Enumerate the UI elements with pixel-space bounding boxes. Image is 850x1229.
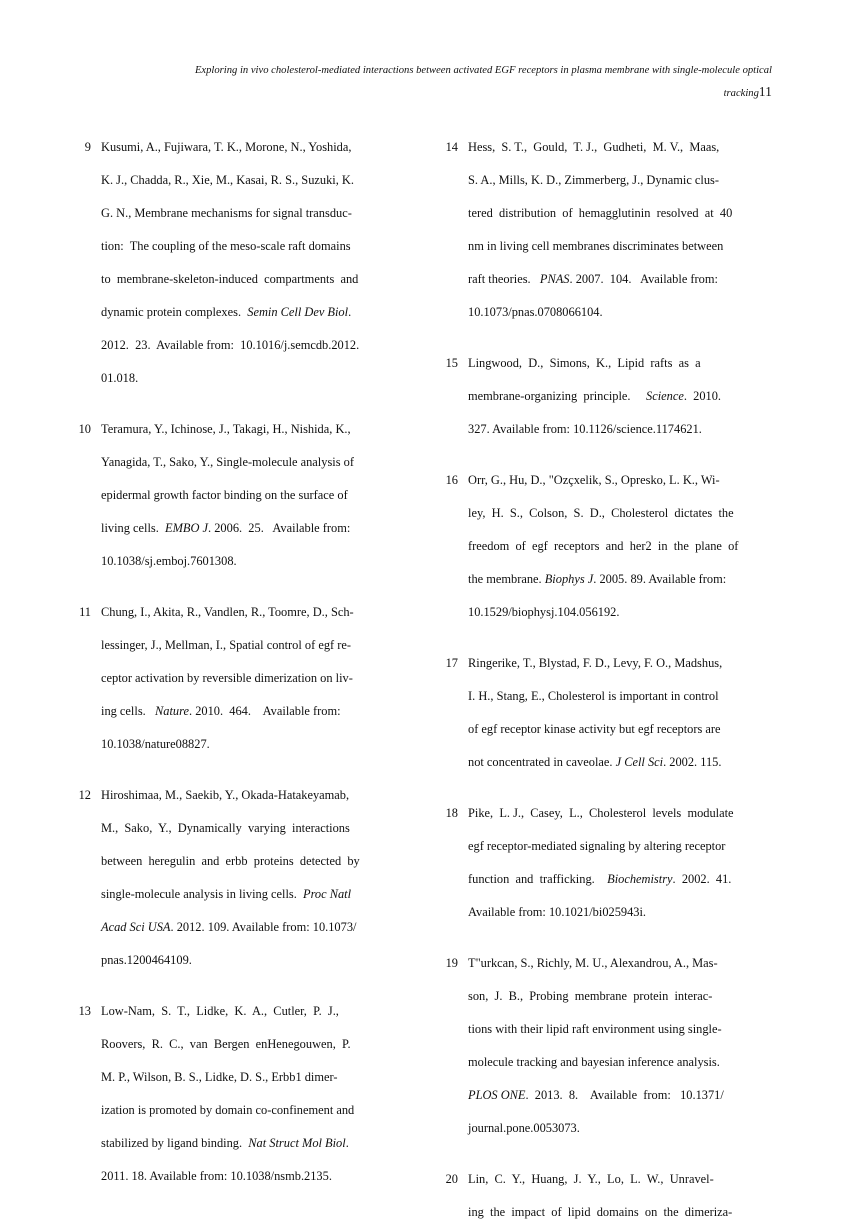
journal-title: Biophys J (544, 572, 594, 586)
reference-number: 16 (445, 473, 458, 487)
reference-line-text: . 2006. 25. Available from: (208, 521, 351, 535)
reference-line: T"urkcan, S., Richly, M. U., Alexandrou, A., Mas- (468, 956, 718, 970)
reference-line-text: . 2007. 104. Available from: (569, 272, 718, 286)
running-header (78, 60, 772, 104)
reference-number: 14 (445, 140, 458, 154)
reference-line (101, 695, 415, 728)
reference-line-text: . 2002. 115. (663, 755, 722, 769)
reference-line: 01.018. (101, 371, 139, 385)
reference-line-text: living cells. (101, 521, 166, 535)
reference-entry (70, 131, 415, 395)
reference-entry (437, 1163, 782, 1229)
reference-text (468, 464, 782, 629)
reference-entry (70, 995, 415, 1193)
reference-entry (437, 797, 782, 929)
reference-line: tion: The coupling of the meso-scale raft domains (101, 239, 351, 253)
reference-line: lessinger, J., Mellman, I., Spatial control of egf re- (101, 638, 352, 652)
reference-line (468, 746, 782, 779)
journal-title: Nat Struct Mol Biol (248, 1136, 346, 1150)
reference-line: between heregulin and erbb proteins detected by (101, 854, 360, 868)
running-header-title-tail: tracking (723, 88, 759, 99)
reference-line: K. J., Chadda, R., Xie, M., Kasai, R. S., Suzuki, K. (101, 173, 354, 187)
reference-line: Hess, S. T., Gould, T. J., Gudheti, M. V., Maas, (468, 140, 720, 154)
reference-line: 2012. 23. Available from: 10.1016/j.semcdb.2012. (101, 338, 360, 352)
reference-text (468, 131, 782, 329)
reference-line: nm in living cell membranes discriminates between (468, 239, 724, 253)
reference-line: 10.1073/pnas.0708066104. (468, 305, 603, 319)
reference-number: 18 (445, 806, 458, 820)
reference-line: 327. Available from: 10.1126/science.1174621. (468, 422, 702, 436)
reference-line: epidermal growth factor binding on the surface of (101, 488, 348, 502)
reference-line-text: . 2010. (683, 389, 722, 403)
reference-line: Available from: 10.1021/bi025943i. (468, 905, 647, 919)
reference-number: 17 (445, 656, 458, 670)
reference-line: ization is promoted by domain co-confinement and (101, 1103, 355, 1117)
reference-line-text: . 2013. 8. Available from: 10.1371/ (525, 1088, 724, 1102)
reference-entry (70, 413, 415, 578)
reference-text (468, 347, 782, 446)
reference-line: tions with their lipid raft environment using single- (468, 1022, 722, 1036)
reference-number: 13 (78, 1004, 91, 1018)
reference-text (468, 1163, 782, 1229)
reference-entry (437, 647, 782, 779)
reference-line: Orr, G., Hu, D., "Ozçxelik, S., Opresko, L. K., Wi- (468, 473, 720, 487)
reference-column-left (70, 131, 415, 1183)
journal-title: Science (646, 389, 684, 403)
reference-line: ley, H. S., Colson, S. D., Cholesterol dictates the (468, 506, 734, 520)
reference-line-text: . (348, 305, 352, 319)
reference-line: Pike, L. J., Casey, L., Cholesterol levels modulate (468, 806, 734, 820)
reference-line (101, 1127, 415, 1160)
reference-line: Hiroshimaa, M., Saekib, Y., Okada-Hatakeyamab, (101, 788, 350, 802)
reference-line: Chung, I., Akita, R., Vandlen, R., Toomre, D., Sch- (101, 605, 354, 619)
reference-line: of egf receptor kinase activity but egf receptors are (468, 722, 721, 736)
running-header-line-2 (78, 81, 772, 104)
journal-title: Biochemistry (607, 872, 673, 886)
reference-number: 20 (445, 1172, 458, 1186)
reference-line-text: function and trafficking. (468, 872, 608, 886)
reference-line-text: the membrane. (468, 572, 545, 586)
reference-number: 19 (445, 956, 458, 970)
reference-line: Roovers, R. C., van Bergen enHenegouwen, P. (101, 1037, 351, 1051)
reference-line (468, 863, 782, 896)
journal-title: Acad Sci USA (101, 920, 171, 934)
journal-title: PNAS (539, 272, 570, 286)
reference-line-text: stabilized by ligand binding. (101, 1136, 249, 1150)
reference-text (468, 797, 782, 929)
reference-line (468, 380, 782, 413)
reference-text (468, 947, 782, 1145)
reference-line: Lingwood, D., Simons, K., Lipid rafts as a (468, 356, 701, 370)
reference-line-text: . 2002. 41. (672, 872, 732, 886)
reference-text (101, 779, 415, 977)
reference-line (101, 911, 415, 944)
reference-entry (437, 947, 782, 1145)
reference-line-text: dynamic protein complexes. (101, 305, 248, 319)
reference-entry (70, 596, 415, 761)
reference-number: 15 (445, 356, 458, 370)
reference-line: molecule tracking and bayesian inference analysis. (468, 1055, 720, 1069)
journal-title: Semin Cell Dev Biol (247, 305, 349, 319)
reference-entry (437, 464, 782, 629)
reference-line-text: single-molecule analysis in living cells. (101, 887, 303, 901)
reference-line: Ringerike, T., Blystad, F. D., Levy, F. O., Madshus, (468, 656, 723, 670)
reference-entry (437, 131, 782, 329)
reference-line: M., Sako, Y., Dynamically varying interactions (101, 821, 350, 835)
reference-line: journal.pone.0053073. (468, 1121, 580, 1135)
reference-line: ing the impact of lipid domains on the dimeriza- (468, 1205, 733, 1219)
reference-line: son, J. B., Probing membrane protein interac- (468, 989, 713, 1003)
reference-line: Teramura, Y., Ichinose, J., Takagi, H., Nishida, K., (101, 422, 351, 436)
reference-line: Kusumi, A., Fujiwara, T. K., Morone, N., Yoshida, (101, 140, 352, 154)
reference-line-text: raft theories. (468, 272, 540, 286)
reference-line-text: membrane-organizing principle. (468, 389, 647, 403)
reference-number: 12 (78, 788, 91, 802)
reference-line: I. H., Stang, E., Cholesterol is important in control (468, 689, 719, 703)
reference-entry (70, 779, 415, 977)
reference-line-text: . 2005. 89. Available from: (593, 572, 727, 586)
running-header-line-1: Exploring in vivo cholesterol-mediated interactions between activated EGF receptors in plasma membrane with single-molecule optical (194, 65, 772, 76)
journal-title: PLOS ONE (468, 1088, 526, 1102)
reference-text (101, 131, 415, 395)
reference-line-text: not concentrated in caveolae. (468, 755, 616, 769)
reference-line: pnas.1200464109. (101, 953, 192, 967)
reference-line (468, 263, 782, 296)
reference-number: 10 (78, 422, 91, 436)
reference-line: ceptor activation by reversible dimerization on liv- (101, 671, 353, 685)
reference-line-text: ing cells. (101, 704, 156, 718)
reference-text (101, 596, 415, 761)
reference-line: freedom of egf receptors and her2 in the plane of (468, 539, 739, 553)
reference-line: G. N., Membrane mechanisms for signal transduc- (101, 206, 352, 220)
journal-title: Proc Natl (303, 887, 352, 901)
reference-line: S. A., Mills, K. D., Zimmerberg, J., Dynamic clus- (468, 173, 720, 187)
reference-columns (0, 131, 850, 1219)
reference-line (101, 878, 415, 911)
reference-number: 9 (84, 140, 91, 154)
reference-line (468, 563, 782, 596)
reference-line (101, 512, 415, 545)
reference-line (468, 1079, 782, 1112)
reference-line: 2011. 18. Available from: 10.1038/nsmb.2135. (101, 1169, 332, 1183)
reference-entry (437, 347, 782, 446)
reference-line: M. P., Wilson, B. S., Lidke, D. S., Erbb1 dimer- (101, 1070, 338, 1084)
page-number: 11 (758, 84, 772, 99)
reference-line: 10.1038/sj.emboj.7601308. (101, 554, 237, 568)
reference-line: tered distribution of hemagglutinin resolved at 40 (468, 206, 733, 220)
reference-line-text: . (345, 1136, 349, 1150)
reference-number: 11 (79, 605, 91, 619)
reference-text (101, 413, 415, 578)
reference-line-text: . 2012. 109. Available from: 10.1073/ (170, 920, 357, 934)
reference-line: Low-Nam, S. T., Lidke, K. A., Cutler, P. J., (101, 1004, 339, 1018)
reference-text (101, 995, 415, 1193)
journal-title: Nature (155, 704, 189, 718)
reference-line: egf receptor-mediated signaling by altering receptor (468, 839, 726, 853)
reference-column-right (437, 131, 782, 1219)
journal-title: EMBO J (165, 521, 209, 535)
reference-text (468, 647, 782, 779)
reference-line: to membrane-skeleton-induced compartments and (101, 272, 359, 286)
reference-line: Lin, C. Y., Huang, J. Y., Lo, L. W., Unravel- (468, 1172, 714, 1186)
reference-line (101, 296, 415, 329)
reference-line: 10.1529/biophysj.104.056192. (468, 605, 620, 619)
reference-line: 10.1038/nature08827. (101, 737, 210, 751)
journal-title: J Cell Sci (615, 755, 664, 769)
reference-line-text: . 2010. 464. Available from: (189, 704, 341, 718)
reference-line: Yanagida, T., Sako, Y., Single-molecule analysis of (101, 455, 354, 469)
